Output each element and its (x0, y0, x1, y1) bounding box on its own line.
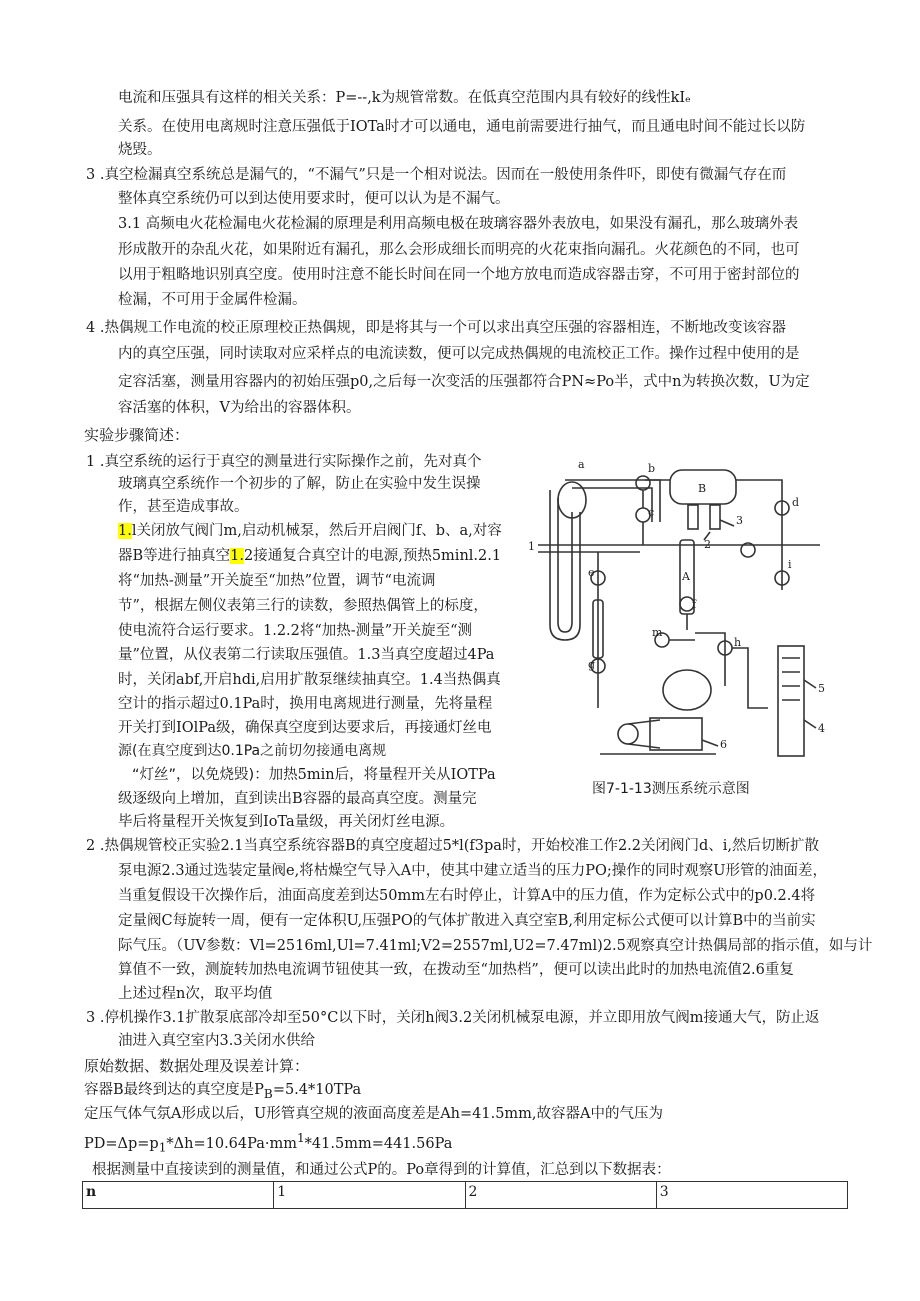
table-row (83, 1182, 848, 1209)
step3-line-1: 3 .停机操作3.1扩散泵底部冷却至50°C以下时，关闭h阀3.2关闭机械泵电源，并立即用放气阀m接通大气，防止返 (86, 1010, 820, 1026)
step1-sub-line-2 (118, 546, 501, 566)
label-c: c (648, 506, 655, 519)
gauge-3 (710, 505, 720, 529)
steps-heading: 实验步骤简述： (84, 426, 190, 444)
sec4-line-2: 内的真空压强，同时读取对应采样点的电流读数，便可以完成热偶规的电流校正工作。操作过程中使用的是 (118, 346, 800, 362)
u-tube-manometer (550, 490, 580, 640)
label-4: 4 (818, 722, 825, 735)
sec4-line-4: 容活塞的体积，V为给出的容器体积。 (118, 400, 361, 416)
results-line-3-pre: PD=Δp=p (84, 1135, 159, 1152)
highlight-2: 1. (230, 548, 244, 564)
label-d: d (792, 496, 800, 509)
step1-line-2: 玻璃真空系统作一个初步的了解，防止在实验中发生误操 (118, 476, 481, 492)
table-header-2: 2 (465, 1182, 656, 1209)
step1-sub-line-8: 空计的指示超过0.1Pa时，换用电离规进行测量，先将量程 (118, 696, 493, 712)
results-line-3-post: *41.5mm=441.56Pa (304, 1135, 453, 1152)
label-1: 1 (528, 540, 535, 553)
step1-sub-line-9: 开关打到IOlPa级，确保真空度到达要求后，再接通灯丝电 (118, 720, 492, 736)
label-B: B (698, 482, 707, 495)
results-line-1-pre: 容器B最终到达的真空度是P (84, 1082, 264, 1098)
sec3-sub-2: 形成散开的杂乱火花，如果附近有漏孔，那么会形成细长而明亮的火花束指向漏孔。火花颜色的不同，也可 (118, 242, 800, 258)
results-line-1-sub: B (263, 1086, 273, 1101)
results-line-1-post: =5.4*10TPa (272, 1082, 362, 1098)
table-header-1: 1 (274, 1182, 465, 1209)
diffusion-pump (778, 646, 804, 756)
pipe-h (732, 648, 768, 708)
pipe-B (645, 480, 782, 590)
label-6: 6 (720, 738, 727, 751)
label-f: f (692, 598, 697, 611)
pump-sphere (663, 670, 711, 710)
step1-sub-line-12: 级逐级向上增加，直到读出B容器的最高真空度。测量完 (118, 791, 477, 807)
label-a: a (578, 458, 585, 471)
step1-sub-line-13: 毕后将量程开关恢复到IoTa量级，再关闭灯丝电源。 (118, 814, 455, 830)
step1-sub-line-4: 节”，根据左侧仪表第三行的读数，参照热偶管上的标度， (118, 598, 488, 614)
results-line-3 (84, 1128, 452, 1158)
label-i: i (788, 558, 792, 571)
label-e: e (588, 566, 595, 579)
mechanical-pump (650, 718, 702, 750)
pump-belt (628, 720, 660, 748)
step1-sub-line-10: 源(在真空度到达0.1Pa之前切勿接通电离规 (118, 743, 387, 759)
sec3-sub-1: 3.1 高频电火花检漏电火花检漏的原理是利用高频电极在玻璃容器外表放电，如果没有漏孔，那么玻璃外表 (118, 216, 799, 232)
sec3-sub-4: 检漏，不可用于金属件检漏。 (118, 292, 307, 308)
step1-sub-text-2a: 器B等进行抽真空 (118, 548, 231, 564)
step1-sub-text-1: l关闭放气阀门m,启动机械泵，然后开启阀门f、b、a,对容 (131, 523, 502, 539)
pipe-top-inner (572, 488, 655, 522)
sec3-sub-3: 以用于粗略地识别真空度。使用时注意不能长时间在同一个地方放电而造成容器击穿，不可用于密封部位的 (118, 267, 800, 283)
step1-sub-text-2b: 2接通复合真空计的电源,预热5minl.2.1 (244, 548, 502, 564)
step1-sub-line-3: 将“加热-测量”开关旋至“加热”位置，调节“电流调 (118, 573, 436, 589)
step1-sub-line-7: 时，关闭abf,开启hdi,启用扩散泵继续抽真空。1.4当热偶真 (118, 672, 501, 688)
intro-line-3: 烧毁。 (118, 142, 162, 158)
step3-line-2: 油进入真空室内3.3关闭水供给 (118, 1033, 316, 1049)
intro-line-2: 关系。在使用电离规时注意压强低于IOTa时才可以通电，通电前需要进行抽气，而且通电时间不能过长以防 (118, 119, 806, 135)
step2-line-5: 际气压。（UV参数：Vl=2516ml,Ul=7.41ml;V2=2557ml,U2=7.47ml)2.5观察真空计热偶局部的指示值，如与计 (118, 938, 873, 954)
results-line-3-sup: 1 (296, 1131, 305, 1145)
step1-sub-line-5: 使电流符合运行要求。1.2.2将“加热-测量”开关旋至“测 (118, 623, 473, 639)
table-header-n: n (83, 1182, 274, 1209)
pipe-m (669, 633, 725, 686)
sec3-line-1: 3 .真空检漏真空系统总是漏气的，“不漏气”只是一个相对说法。因而在一般使用条件吓，即使有微漏气存在而 (86, 167, 787, 183)
step2-line-1: 2 .热偶规管校正实验2.1当真空系统容器B的真空度超过5*l(f3pa时，开始校准工作2.2关闭阀门d、i,然后切断扩散 (86, 838, 820, 854)
results-line-3-sub: 1 (158, 1140, 167, 1155)
sec4-line-3: 定容活塞，测量用容器内的初始压强p0,之后每一次变活的压强都符合PN≈Po半，式中n为转换次数，U为定 (118, 374, 810, 390)
step2-line-2: 泵电源2.3通过选装定量阀e,将枯燥空气导入A中，使其中建立适当的压力PO;操作的同时观察U形管的油面差， (118, 863, 827, 879)
step1-sub-text-11a: “灯丝”，以免烧毁) (132, 767, 255, 783)
label-2: 2 (704, 538, 711, 551)
label-h: h (734, 636, 742, 649)
pump-wheel (618, 724, 638, 744)
intro-line-1: 电流和压强具有这样的相关关系：P=--,k为规管常数。在低真空范围内具有较好的线性kIₑ (118, 90, 691, 106)
step2-line-3: 当重复假设干次操作后，油面高度差到达50mm左右时停止，计算A中的压力值，作为定标公式中的p0.2.4将 (118, 888, 816, 904)
figure-caption: 图7-1-13测压系统示意图 (592, 781, 750, 797)
step1-line-1: 1 .真空系统的运行于真空的测量进行实际操作之前，先对真个 (86, 454, 482, 470)
table-header-3: 3 (656, 1182, 847, 1209)
results-heading: 原始数据、数据处理及误差计算： (84, 1057, 310, 1075)
results-line-2: 定压气体气氛A形成以后，U形管真空规的液面高度差是Ah=41.5mm,故容器A中的气压为 (84, 1106, 664, 1122)
sec3-line-2: 整体真空系统仍可以到达使用要求时，便可以认为是不漏气。 (118, 191, 510, 207)
results-line-1 (84, 1080, 361, 1104)
pressure-system-diagram (520, 450, 842, 768)
results-line-3-mid: *Δh=10.64Pa·mm (166, 1135, 297, 1152)
gauge-2 (688, 505, 698, 529)
label-m: m (652, 626, 663, 639)
step2-line-4: 定量阀C每旋转一周，便有一定体积U,压强PO的气体扩散进入真空室B,利用定标公式便可以计算B中的当前实 (118, 913, 816, 929)
step1-sub-line-6: 量”位置，从仪表第二行读取压强值。1.3当真空度超过4Pa (118, 647, 495, 663)
label-b: b (648, 462, 656, 475)
highlight-1: 1. (118, 523, 132, 539)
sec4-line-1: 4 .热偶规工作电流的校正原理校正热偶规，即是将其与一个可以求出真空压强的容器相连，不断地改变该容器 (86, 320, 786, 336)
step2-line-7: 上述过程n次，取平均值 (118, 986, 273, 1002)
pump-coils (782, 658, 800, 700)
step1-line-3: 作，甚至造成事故。 (118, 499, 249, 515)
results-line-4: 根据测量中直接读到的测量值，和通过公式P的。Po章得到的计算值，汇总到以下数据表： (92, 1162, 671, 1178)
label-5: 5 (818, 682, 825, 695)
step1-sub-text-11b: ：加热5min后，将量程开关从IOTPa (254, 767, 496, 783)
label-3: 3 (736, 514, 743, 527)
label-A: A (682, 570, 690, 583)
label-g: g (588, 658, 596, 671)
step2-line-6: 算值不一致，测旋转加热电流调节钮使其一致，在拨动至“加热档”，便可以读出此时的加热电流值2.6重复 (118, 962, 794, 978)
data-table (82, 1181, 848, 1209)
step1-sub-line-11 (132, 765, 496, 785)
step1-sub-line-1 (118, 521, 502, 541)
